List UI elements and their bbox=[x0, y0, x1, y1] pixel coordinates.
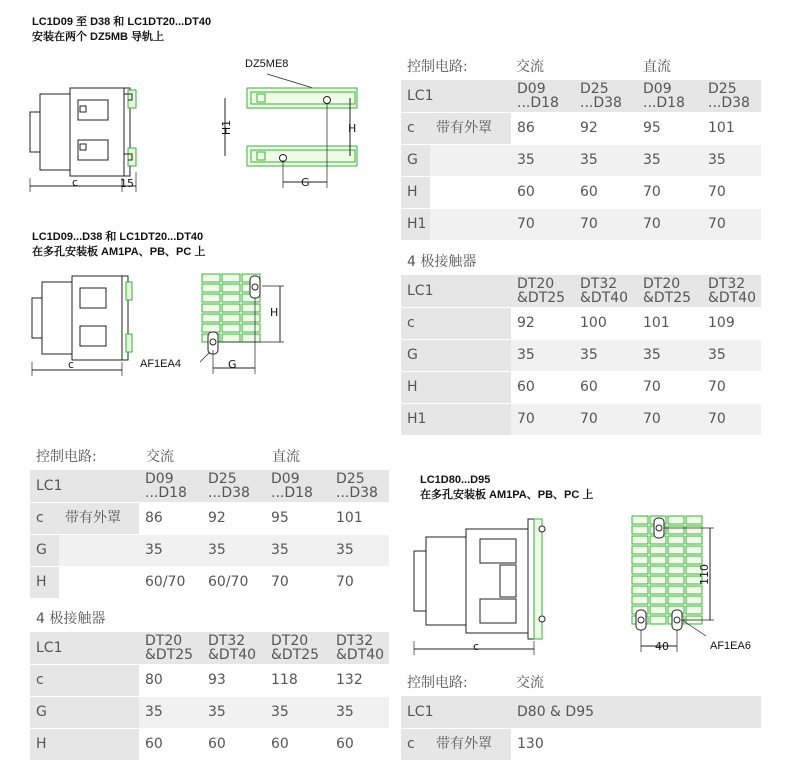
tableA-dc-label: 直流 bbox=[643, 59, 671, 75]
tableB-pole-cell: 93 bbox=[202, 664, 265, 696]
tableA-main bbox=[401, 80, 761, 241]
tableA-pole-col: DT32 &DT40 bbox=[574, 275, 637, 307]
tableC-lc1: LC1 bbox=[401, 696, 511, 728]
tableB-cell: 35 bbox=[265, 534, 330, 566]
tableA-pole-cell: 100 bbox=[574, 307, 637, 339]
dim-c-label: c bbox=[72, 176, 79, 189]
tableA-pole-cell: 109 bbox=[702, 307, 761, 339]
tableA-row-sub bbox=[430, 208, 511, 240]
dim-G-label-2: G bbox=[228, 358, 237, 371]
section3-subtitle: 在多孔安装板 AM1PA、PB、PC 上 bbox=[420, 489, 594, 501]
tableA-pole-cell: 35 bbox=[511, 339, 574, 371]
section2-title: LC1D09...D38 和 LC1DT20...DT40 bbox=[32, 231, 204, 243]
tableA-pole-cell: 70 bbox=[637, 403, 702, 435]
tableA-pole-cell: 60 bbox=[574, 371, 637, 403]
contactor-D80-side-view bbox=[410, 515, 560, 655]
tableA-pole-key: H1 bbox=[401, 403, 511, 435]
tableA-col: D25 ...D38 bbox=[574, 80, 637, 112]
tableA-pole-key: H bbox=[401, 371, 511, 403]
tableA-pole-title: 4 极接触器 bbox=[407, 254, 477, 270]
tableB-pole-cell: 35 bbox=[330, 696, 389, 728]
tableB-pole-lc1: LC1 bbox=[30, 632, 139, 664]
tableA-cell: 70 bbox=[637, 176, 702, 208]
tableB-pole-cell: 35 bbox=[139, 696, 202, 728]
tableA-cell: 35 bbox=[637, 144, 702, 176]
tableA-cell: 70 bbox=[511, 208, 574, 240]
tableB-pole-col: DT20 &DT25 bbox=[265, 632, 330, 664]
tableA-cell: 95 bbox=[637, 112, 702, 144]
tableB-pole-col: DT32 &DT40 bbox=[330, 632, 389, 664]
tableB-circuit-label: 控制电路: bbox=[36, 449, 97, 465]
tableB-pole-cell: 80 bbox=[139, 664, 202, 696]
tableB-row-key: G bbox=[30, 534, 59, 566]
tableB-cell: 70 bbox=[330, 566, 389, 598]
tableB-pole-cell: 60 bbox=[330, 728, 389, 760]
tableB-pole-title: 4 极接触器 bbox=[36, 611, 106, 627]
tableB-cell: 70 bbox=[265, 566, 330, 598]
dim-110-label: 110 bbox=[698, 564, 711, 585]
tableA-cell: 35 bbox=[702, 144, 761, 176]
tableA-pole-col: DT20 &DT25 bbox=[511, 275, 574, 307]
tableA-row-key: c bbox=[401, 112, 430, 144]
tableB-pole-cell: 132 bbox=[330, 664, 389, 696]
tableB-pole-cell: 60 bbox=[265, 728, 330, 760]
tableA-ac-label: 交流 bbox=[516, 59, 544, 75]
tableC-row-key: c bbox=[401, 728, 430, 760]
tableB-row-key: c bbox=[30, 502, 59, 534]
tableB-col: D09 ...D18 bbox=[265, 470, 330, 502]
section1-subtitle: 安装在两个 DZ5MB 导轨上 bbox=[32, 31, 164, 43]
tableA-pole-cell: 92 bbox=[511, 307, 574, 339]
tableA-col: D25 ...D38 bbox=[702, 80, 761, 112]
tableC-cell: 130 bbox=[511, 728, 761, 760]
dim-15-label: 15 bbox=[120, 177, 134, 190]
tableA-pole-cell: 35 bbox=[702, 339, 761, 371]
tableA-lc1: LC1 bbox=[401, 80, 511, 112]
tableB-cell: 86 bbox=[139, 502, 202, 534]
tableC-main bbox=[401, 696, 761, 761]
tableB-cell: 35 bbox=[202, 534, 265, 566]
tableA-col: D09 ...D18 bbox=[511, 80, 574, 112]
tableA-pole-cell: 70 bbox=[574, 403, 637, 435]
tableC-ac-label: 交流 bbox=[516, 675, 544, 691]
tableA-row-key: H bbox=[401, 176, 430, 208]
dim-c-label-2: c bbox=[68, 358, 75, 371]
dim-G-label: G bbox=[301, 176, 310, 189]
tableA-pole-key: c bbox=[401, 307, 511, 339]
mounting-plate-grid bbox=[200, 270, 290, 380]
tableB-main bbox=[30, 470, 389, 599]
tableA-pole-col: DT20 &DT25 bbox=[637, 275, 702, 307]
tableB-pole-cell: 35 bbox=[265, 696, 330, 728]
tableB-cell: 95 bbox=[265, 502, 330, 534]
tableA-cell: 35 bbox=[574, 144, 637, 176]
tableB-pole-key: c bbox=[30, 664, 139, 696]
tableA-cell: 86 bbox=[511, 112, 574, 144]
contactor-side-view-plate bbox=[30, 272, 135, 377]
tableA-circuit-label: 控制电路: bbox=[407, 59, 468, 75]
tableB-pole-cell: 60 bbox=[202, 728, 265, 760]
tableA-col: D09 ...D18 bbox=[637, 80, 702, 112]
dim-H-label-2: H bbox=[270, 306, 279, 319]
section3-title: LC1D80...D95 bbox=[420, 474, 491, 486]
tableB-pole-key: G bbox=[30, 696, 139, 728]
tableB-col: D09 ...D18 bbox=[139, 470, 202, 502]
tableA-pole-cell: 101 bbox=[637, 307, 702, 339]
tableA-cell: 101 bbox=[702, 112, 761, 144]
tableB-row-sub: 带有外罩 bbox=[59, 502, 139, 534]
tableA-pole-key: G bbox=[401, 339, 511, 371]
tableC-circuit-label: 控制电路: bbox=[407, 675, 468, 691]
tableA-cell: 35 bbox=[511, 144, 574, 176]
tableB-pole-key: H bbox=[30, 728, 139, 760]
tableB-lc1: LC1 bbox=[30, 470, 139, 502]
tableA-pole-cell: 70 bbox=[637, 371, 702, 403]
tableA-pole-cell: 60 bbox=[511, 371, 574, 403]
tableA-cell: 92 bbox=[574, 112, 637, 144]
dim-H1-label: H1 bbox=[220, 119, 234, 136]
tableB-col: D25 ...D38 bbox=[330, 470, 389, 502]
dim-c-label-3: c bbox=[473, 640, 480, 653]
tableA-row-key: H1 bbox=[401, 208, 430, 240]
tableA-row-sub bbox=[430, 144, 511, 176]
tableA-cell: 60 bbox=[511, 176, 574, 208]
tableA-row-key: G bbox=[401, 144, 430, 176]
tableB-cell: 60/70 bbox=[139, 566, 202, 598]
part-AF1EA4-label: AF1EA4 bbox=[140, 358, 181, 370]
dim-H-label: H bbox=[348, 122, 357, 135]
tableA-cell: 70 bbox=[574, 208, 637, 240]
tableA-row-sub: 带有外罩 bbox=[430, 112, 511, 144]
tableB-pole-cell: 35 bbox=[202, 696, 265, 728]
tableB-row-sub bbox=[59, 534, 139, 566]
tableA-pole bbox=[401, 275, 761, 436]
tableC-row-sub: 带有外罩 bbox=[430, 728, 511, 760]
tableB-pole-col: DT32 &DT40 bbox=[202, 632, 265, 664]
section1-title: LC1D09 至 D38 和 LC1DT20...DT40 bbox=[32, 16, 212, 28]
tableB-row-key: H bbox=[30, 566, 59, 598]
tableB-cell: 35 bbox=[139, 534, 202, 566]
tableB-cell: 60/70 bbox=[202, 566, 265, 598]
tableB-pole-cell: 60 bbox=[139, 728, 202, 760]
tableA-pole-cell: 70 bbox=[702, 403, 761, 435]
tableB-row-sub bbox=[59, 566, 139, 598]
tableB-cell: 92 bbox=[202, 502, 265, 534]
tableA-pole-cell: 35 bbox=[574, 339, 637, 371]
tableB-pole bbox=[30, 632, 389, 761]
tableB-dc-label: 直流 bbox=[272, 449, 300, 465]
tableA-cell: 60 bbox=[574, 176, 637, 208]
tableA-pole-cell: 70 bbox=[511, 403, 574, 435]
tableA-cell: 70 bbox=[637, 208, 702, 240]
tableB-pole-cell: 118 bbox=[265, 664, 330, 696]
tableB-ac-label: 交流 bbox=[146, 449, 174, 465]
tableA-pole-lc1: LC1 bbox=[401, 275, 511, 307]
section2-subtitle: 在多孔安装板 AM1PA、PB、PC 上 bbox=[32, 246, 206, 258]
tableA-pole-cell: 35 bbox=[637, 339, 702, 371]
rails-front-view bbox=[215, 70, 365, 196]
tableA-cell: 70 bbox=[702, 208, 761, 240]
tableA-cell: 70 bbox=[702, 176, 761, 208]
tableA-pole-cell: 70 bbox=[702, 371, 761, 403]
tableB-col: D25 ...D38 bbox=[202, 470, 265, 502]
tableA-pole-col: DT32 &DT40 bbox=[702, 275, 761, 307]
tableB-cell: 101 bbox=[330, 502, 389, 534]
tableB-cell: 35 bbox=[330, 534, 389, 566]
rail-label: DZ5ME8 bbox=[245, 58, 289, 70]
tableA-row-sub bbox=[430, 176, 511, 208]
dim-40-label: 40 bbox=[655, 640, 669, 653]
tableC-lc1-value: D80 & D95 bbox=[511, 696, 761, 728]
part-AF1EA6-label: AF1EA6 bbox=[710, 640, 751, 652]
tableB-pole-col: DT20 &DT25 bbox=[139, 632, 202, 664]
